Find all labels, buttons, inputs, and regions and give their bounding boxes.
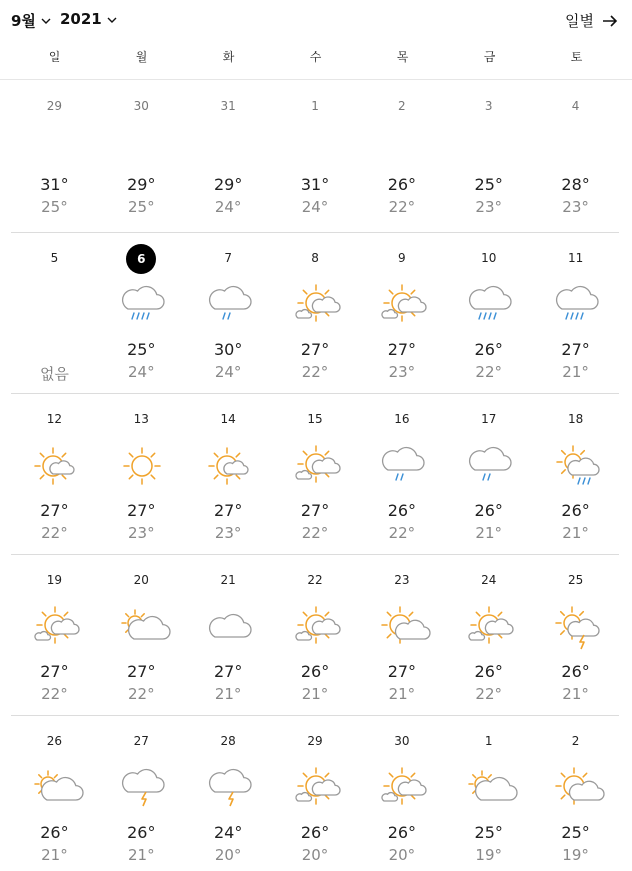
low-temperature: 22° [301, 524, 329, 542]
arrow-right-icon [602, 14, 618, 28]
weekday-sun: 일 [48, 50, 61, 64]
sun-small-cloud-icon [35, 448, 75, 484]
day-number: 3 [484, 99, 493, 113]
low-temperature: 21° [562, 685, 589, 703]
low-temperature: 21° [475, 524, 503, 542]
calendar-day-cell[interactable] [11, 232, 98, 392]
sun-cloud-big-icon [556, 770, 596, 806]
day-number: 22 [307, 573, 323, 587]
calendar-day-cell[interactable] [98, 715, 185, 871]
high-temperature: 26° [561, 662, 590, 681]
calendar-day-cell[interactable] [445, 715, 532, 871]
high-temperature: 27° [300, 501, 330, 520]
sun-thunder-icon [556, 609, 596, 645]
weekday-fri: 금 [483, 50, 496, 64]
light-rain-icon [209, 287, 249, 323]
today-marker: 6 [126, 244, 156, 274]
sun-icon [122, 448, 162, 484]
high-temperature: 26° [387, 823, 417, 842]
high-temperature: 31° [300, 175, 330, 194]
weekday-sat: 토 [570, 50, 583, 64]
day-number: 30 [133, 99, 149, 113]
calendar-day-cell[interactable] [98, 554, 185, 714]
chevron-down-icon [40, 15, 52, 27]
low-temperature: 22° [475, 685, 503, 703]
calendar-day-cell[interactable] [445, 232, 532, 392]
partly-cloudy-icon [122, 609, 162, 645]
day-number: 25 [567, 573, 584, 587]
day-number: 16 [394, 412, 410, 426]
high-temperature: 26° [387, 501, 417, 520]
day-number: 1 [484, 734, 493, 748]
sun-cloud-icon [382, 287, 422, 323]
high-temperature: 26° [300, 662, 330, 681]
sun-cloud-icon [35, 609, 75, 645]
calendar-day-cell[interactable] [185, 554, 272, 714]
calendar-day-cell[interactable] [185, 715, 272, 871]
day-number: 18 [567, 412, 584, 426]
calendar-day-cell[interactable] [185, 232, 272, 392]
sun-cloud-icon [296, 287, 336, 323]
day-number: 15 [307, 412, 323, 426]
day-number: 31 [220, 99, 236, 113]
calendar-header [0, 0, 632, 42]
high-temperature: 25° [127, 340, 156, 359]
calendar-day-cell[interactable] [98, 80, 185, 240]
calendar-day-cell[interactable] [98, 232, 185, 392]
high-temperature: 26° [387, 175, 417, 194]
high-temperature: 27° [127, 501, 156, 520]
calendar-day-cell[interactable] [272, 715, 359, 871]
low-temperature: 21° [214, 685, 242, 703]
calendar-day-cell[interactable] [445, 80, 532, 240]
day-number: 7 [224, 251, 232, 265]
low-temperature: 24° [127, 363, 155, 381]
low-temperature: 22° [475, 363, 503, 381]
low-temperature: 21° [562, 524, 589, 542]
low-temperature: 25° [127, 198, 155, 216]
high-temperature: 25° [474, 175, 503, 194]
low-temperature: 22° [388, 524, 416, 542]
calendar-day-cell[interactable] [358, 554, 445, 714]
day-number: 29 [307, 734, 323, 748]
sun-cloud-icon [296, 448, 336, 484]
high-temperature: 29° [213, 175, 243, 194]
high-temperature: 26° [474, 501, 503, 520]
high-temperature: 27° [40, 662, 69, 681]
sun-cloud-icon [296, 609, 336, 645]
daily-view-label: 일별 [565, 12, 594, 30]
day-number: 26 [46, 734, 63, 748]
high-temperature: 27° [213, 662, 243, 681]
low-temperature: 21° [301, 685, 329, 703]
low-temperature: 22° [127, 685, 155, 703]
chevron-down-icon [106, 14, 118, 26]
low-temperature: 23° [388, 363, 416, 381]
calendar-day-cell[interactable] [272, 554, 359, 714]
high-temperature: 26° [474, 662, 503, 681]
thunder-icon [122, 770, 162, 806]
calendar-day-cell[interactable] [11, 715, 98, 871]
high-temperature: 27° [300, 340, 330, 359]
weekday-tue: 화 [222, 50, 235, 64]
low-temperature: 23° [127, 524, 155, 542]
calendar-day-cell[interactable] [358, 80, 445, 240]
weekday-thu: 목 [396, 50, 409, 64]
high-temperature: 24° [213, 823, 243, 842]
high-temperature: 27° [387, 340, 417, 359]
low-temperature: 21° [127, 846, 155, 864]
day-number: 12 [46, 412, 63, 426]
day-number: 11 [567, 251, 584, 265]
low-temperature: 24° [214, 198, 242, 216]
partly-cloudy-icon [35, 770, 75, 806]
low-temperature: 22° [388, 198, 416, 216]
calendar-day-cell[interactable] [532, 554, 619, 714]
high-temperature: 26° [40, 823, 69, 842]
calendar-day-cell[interactable] [272, 232, 359, 392]
high-temperature: 27° [127, 662, 156, 681]
light-rain-icon [382, 448, 422, 484]
sun-small-cloud-icon [209, 448, 249, 484]
sun-cloud-icon [382, 770, 422, 806]
low-temperature: 23° [475, 198, 503, 216]
calendar-day-cell[interactable] [11, 393, 98, 553]
daily-view-link[interactable] [565, 10, 618, 31]
low-temperature: 19° [475, 846, 503, 864]
calendar-week-row [11, 80, 619, 240]
day-number: 10 [481, 251, 497, 265]
day-number: 27 [133, 734, 149, 748]
high-temperature: 27° [213, 501, 243, 520]
low-temperature: 24° [301, 198, 329, 216]
day-number: 8 [311, 251, 319, 265]
high-temperature: 31° [40, 175, 69, 194]
calendar-week-row [11, 715, 619, 871]
calendar-day-cell[interactable] [11, 80, 98, 240]
month-dropdown[interactable] [11, 10, 52, 31]
weekday-wed: 수 [309, 50, 322, 64]
day-number: 14 [220, 412, 236, 426]
sun-rain-icon [556, 448, 596, 484]
day-number: 2 [571, 734, 580, 748]
year-label: 2021 [60, 10, 102, 28]
high-temperature: 30° [213, 340, 243, 359]
low-temperature: 19° [562, 846, 589, 864]
high-temperature: 26° [127, 823, 156, 842]
rain-icon [122, 287, 162, 323]
day-number: 29 [46, 99, 63, 113]
cloud-icon [209, 609, 249, 645]
low-temperature: 20° [214, 846, 242, 864]
day-number: 24 [481, 573, 497, 587]
calendar-day-cell[interactable] [358, 715, 445, 871]
rain-icon [556, 287, 596, 323]
calendar-day-cell[interactable] [98, 393, 185, 553]
high-temperature: 26° [561, 501, 590, 520]
sun-cloud-big-icon [382, 609, 422, 645]
day-number: 2 [398, 99, 406, 113]
low-temperature: 20° [301, 846, 329, 864]
thunder-icon [209, 770, 249, 806]
high-temperature: 26° [300, 823, 330, 842]
calendar-day-cell[interactable] [445, 393, 532, 553]
calendar-day-cell[interactable] [272, 80, 359, 240]
calendar-week-row [11, 554, 619, 714]
calendar-day-cell[interactable] [532, 80, 619, 240]
day-number: 17 [481, 412, 497, 426]
calendar-day-cell[interactable] [358, 393, 445, 553]
year-dropdown[interactable] [60, 10, 118, 28]
low-temperature: 22° [301, 363, 329, 381]
day-number: 13 [133, 412, 149, 426]
low-temperature: 25° [41, 198, 68, 216]
low-temperature: 22° [41, 685, 68, 703]
no-data-text: 없음 [39, 365, 69, 383]
low-temperature: 20° [388, 846, 416, 864]
weekday-header-row [0, 48, 632, 74]
rain-icon [469, 287, 509, 323]
calendar-day-cell[interactable] [11, 554, 98, 714]
calendar-day-cell[interactable] [532, 232, 619, 392]
low-temperature: 21° [41, 846, 68, 864]
weekday-mon: 월 [135, 50, 148, 64]
calendar-day-cell[interactable] [358, 232, 445, 392]
day-number: 23 [394, 573, 410, 587]
high-temperature: 25° [561, 823, 590, 842]
low-temperature: 24° [214, 363, 242, 381]
high-temperature: 27° [387, 662, 417, 681]
day-number: 5 [50, 251, 59, 265]
day-number: 4 [571, 99, 580, 113]
high-temperature: 25° [474, 823, 503, 842]
partly-cloudy-icon [469, 770, 509, 806]
low-temperature: 21° [562, 363, 589, 381]
calendar-day-cell[interactable] [272, 393, 359, 553]
calendar-week-row [11, 232, 619, 392]
day-number: 9 [398, 251, 406, 265]
high-temperature: 28° [561, 175, 590, 194]
high-temperature: 27° [40, 501, 69, 520]
light-rain-icon [469, 448, 509, 484]
day-number: 19 [46, 573, 63, 587]
day-number: 21 [220, 573, 236, 587]
sun-cloud-icon [469, 609, 509, 645]
day-number: 1 [311, 99, 319, 113]
low-temperature: 22° [41, 524, 68, 542]
calendar-day-cell[interactable] [445, 554, 532, 714]
calendar-day-cell[interactable] [532, 393, 619, 553]
day-number [98, 244, 185, 274]
calendar-day-cell[interactable] [185, 393, 272, 553]
high-temperature: 27° [561, 340, 590, 359]
high-temperature: 29° [127, 175, 156, 194]
day-number: 20 [133, 573, 149, 587]
day-number: 30 [394, 734, 410, 748]
calendar-day-cell[interactable] [532, 715, 619, 871]
low-temperature: 23° [214, 524, 242, 542]
low-temperature: 23° [562, 198, 589, 216]
high-temperature: 26° [474, 340, 503, 359]
sun-cloud-icon [296, 770, 336, 806]
day-number: 28 [220, 734, 236, 748]
calendar-day-cell[interactable] [185, 80, 272, 240]
month-label: 9월 [11, 12, 36, 30]
low-temperature: 21° [388, 685, 416, 703]
calendar-week-row [11, 393, 619, 553]
